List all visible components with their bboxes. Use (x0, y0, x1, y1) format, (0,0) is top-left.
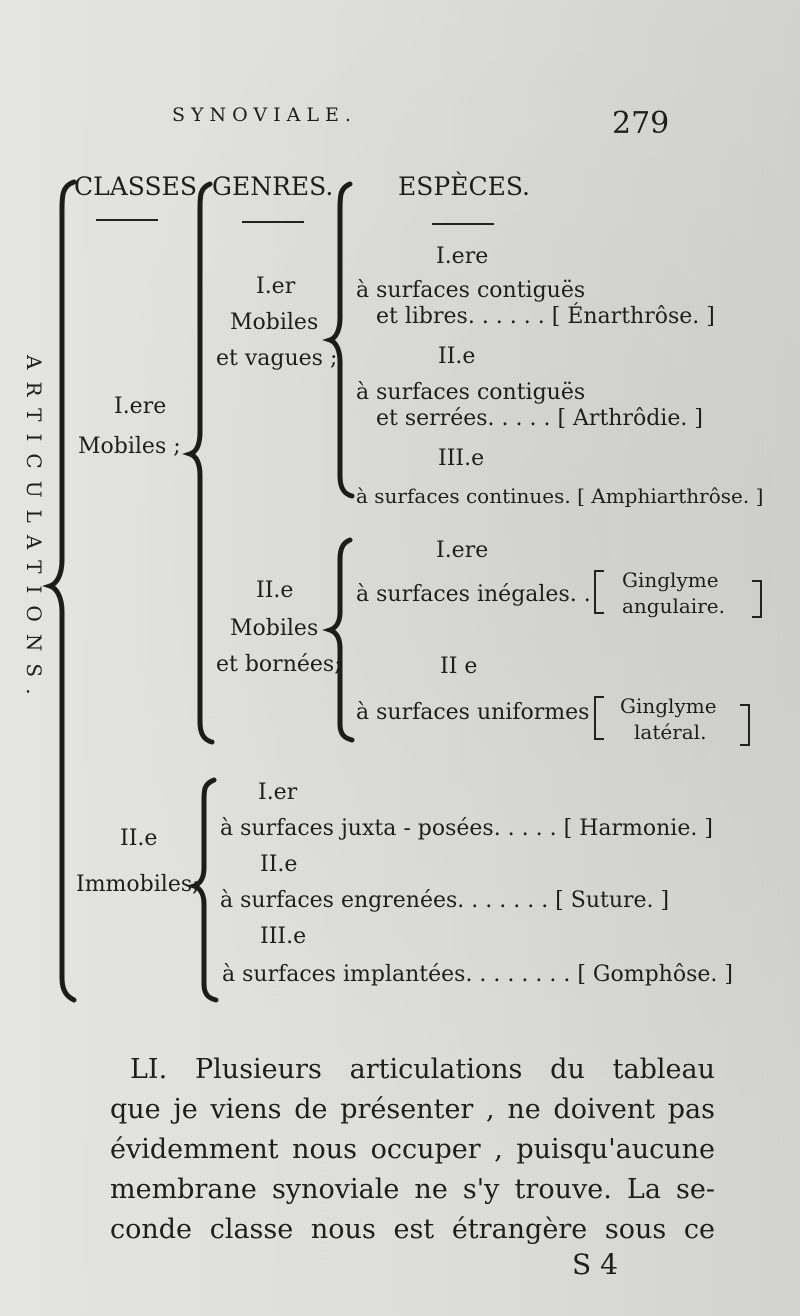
g2-species1-result2: angulaire. (622, 594, 725, 618)
g1-species1-number: I.ere (436, 244, 489, 269)
g1-species3-number: III.e (438, 446, 485, 471)
g1-species2-line2: et serrées. . . . . [ Arthrôdie. ] (376, 406, 703, 431)
c2-species1-line1: à surfaces juxta - posées. . . . . [ Harmonie. ] (220, 816, 713, 841)
c2-species2-number: II.e (260, 852, 298, 877)
class1-number: I.ere (114, 394, 167, 419)
g1-species2-line1: à surfaces contiguës (356, 380, 586, 405)
side-title: ARTICULATIONS. (22, 355, 46, 707)
paragraph-line: LI. Plusieurs articulations du tableau (130, 1054, 715, 1085)
g2-species1-result1: Ginglyme (622, 568, 719, 592)
page-number: 279 (612, 106, 670, 141)
g2-species1-number: I.ere (436, 538, 489, 563)
c2-species2-line1: à surfaces engrenées. . . . . . . [ Suture. ] (220, 888, 670, 913)
column-classes: CLASSES. (74, 172, 205, 201)
genre2-number: II.e (256, 578, 294, 603)
paragraph-line: évidemment nous occuper , puisqu'aucune (110, 1134, 715, 1165)
genre1-number: I.er (256, 274, 296, 299)
g2-species1-close-bracket (752, 580, 762, 618)
g1-species1-line1: à surfaces contiguës (356, 278, 586, 303)
class2-name: Immobiles; (76, 872, 200, 897)
g2-species2-line1: à surfaces uniformes (356, 700, 590, 725)
column-especes: ESPÈCES. (398, 172, 531, 201)
paragraph-line: que je viens de présenter , ne doivent pas (110, 1094, 715, 1125)
genre1-name-line2: et vagues ; (216, 346, 338, 371)
signature-mark: S 4 (572, 1248, 618, 1281)
running-title: SYNOVIALE. (172, 104, 357, 126)
g2-species1-open-bracket (594, 570, 604, 614)
g2-species2-result2: latéral. (634, 720, 707, 744)
column-genres: GENRES. (212, 172, 334, 201)
g2-species1-line1: à surfaces inégales. . (356, 582, 591, 607)
genre2-name-line1: Mobiles (230, 616, 319, 641)
g2-species2-open-bracket (594, 696, 604, 740)
g1-species1-line2: et libres. . . . . . [ Énarthrôse. ] (376, 304, 715, 329)
g1-species3-line1: à surfaces continues. [ Amphiarthrôse. ] (356, 484, 764, 508)
paragraph-line: membrane synoviale ne s'y trouve. La se- (110, 1174, 715, 1205)
body-paragraph (110, 1050, 715, 1250)
g2-species2-close-bracket (740, 704, 750, 746)
g1-species2-number: II.e (438, 344, 476, 369)
c2-species1-number: I.er (258, 780, 298, 805)
g2-species2-result1: Ginglyme (620, 694, 717, 718)
g2-species2-number: II e (440, 654, 478, 679)
class1-name: Mobiles ; (78, 434, 181, 459)
c2-species3-line1: à surfaces implantées. . . . . . . . [ Gomphôse. ] (222, 962, 733, 987)
genre2-name-line2: et bornées; (216, 652, 342, 677)
class2-number: II.e (120, 826, 158, 851)
genre1-name-line1: Mobiles (230, 310, 319, 335)
c2-species3-number: III.e (260, 924, 307, 949)
paragraph-line: conde classe nous est étrangère sous ce (110, 1214, 715, 1245)
